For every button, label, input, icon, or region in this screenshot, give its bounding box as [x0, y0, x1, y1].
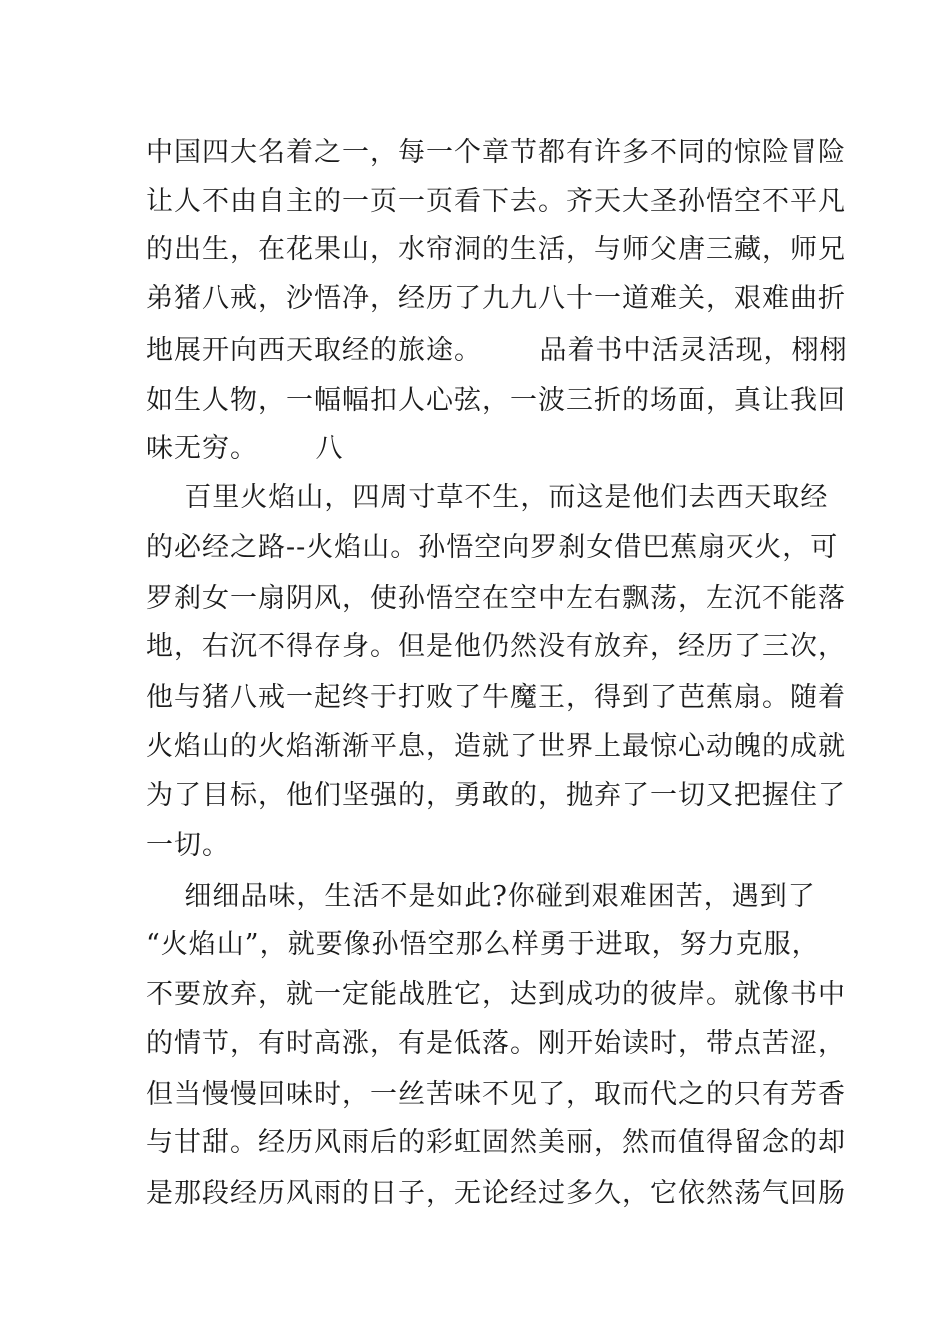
text-line: 为了目标，他们坚强的，勇敢的，抛弃了一切又把握住了	[146, 780, 846, 811]
text-line: 如生人物，一幅幅扣人心弦，一波三折的场面，真让我回	[146, 385, 846, 416]
text-line: 他与猪八戒一起终于打败了牛魔王，得到了芭蕉扇。随着	[146, 682, 846, 713]
text-line: 味无穷。 八	[146, 433, 344, 464]
text-line: 罗刹女一扇阴风，使孙悟空在空中左右飘荡，左沉不能落	[146, 583, 846, 614]
text-line: 的出生，在花果山，水帘洞的生活，与师父唐三藏，师兄	[146, 234, 846, 265]
text-line: 的情节，有时高涨，有是低落。刚开始读时，带点苦涩，	[146, 1028, 846, 1059]
text-line: 细细品味，生活不是如此?你碰到艰难困苦，遇到了	[146, 881, 816, 912]
text-line: “火焰山”，就要像孙悟空那么样勇于进取，努力克服，	[146, 929, 820, 960]
text-line: 的必经之路--火焰山。孙悟空向罗刹女借巴蕉扇灭火，可	[146, 532, 839, 563]
text-line: 地，右沉不得存身。但是他仍然没有放弃，经历了三次，	[146, 631, 846, 662]
text-line: 中国四大名着之一，每一个章节都有许多不同的惊险冒险	[146, 137, 846, 168]
text-line: 与甘甜。经历风雨后的彩虹固然美丽，然而值得留念的却	[146, 1127, 846, 1158]
text-line: 让人不由自主的一页一页看下去。齐天大圣孙悟空不平凡	[146, 186, 846, 217]
text-line: 但当慢慢回味时，一丝苦味不见了，取而代之的只有芳香	[146, 1079, 846, 1110]
text-line: 弟猪八戒，沙悟净，经历了九九八十一道难关，艰难曲折	[146, 283, 846, 314]
text-line: 不要放弃，就一定能战胜它，达到成功的彼岸。就像书中	[146, 979, 846, 1010]
text-line: 一切。	[146, 830, 230, 861]
text-line: 百里火焰山，四周寸草不生，而这是他们去西天取经	[146, 482, 829, 513]
text-line: 地展开向西天取经的旅途。 品着书中活灵活现，栩栩	[146, 335, 848, 366]
text-line: 是那段经历风雨的日子，无论经过多久，它依然荡气回肠	[146, 1178, 846, 1209]
text-line: 火焰山的火焰渐渐平息，造就了世界上最惊心动魄的成就	[146, 731, 846, 762]
